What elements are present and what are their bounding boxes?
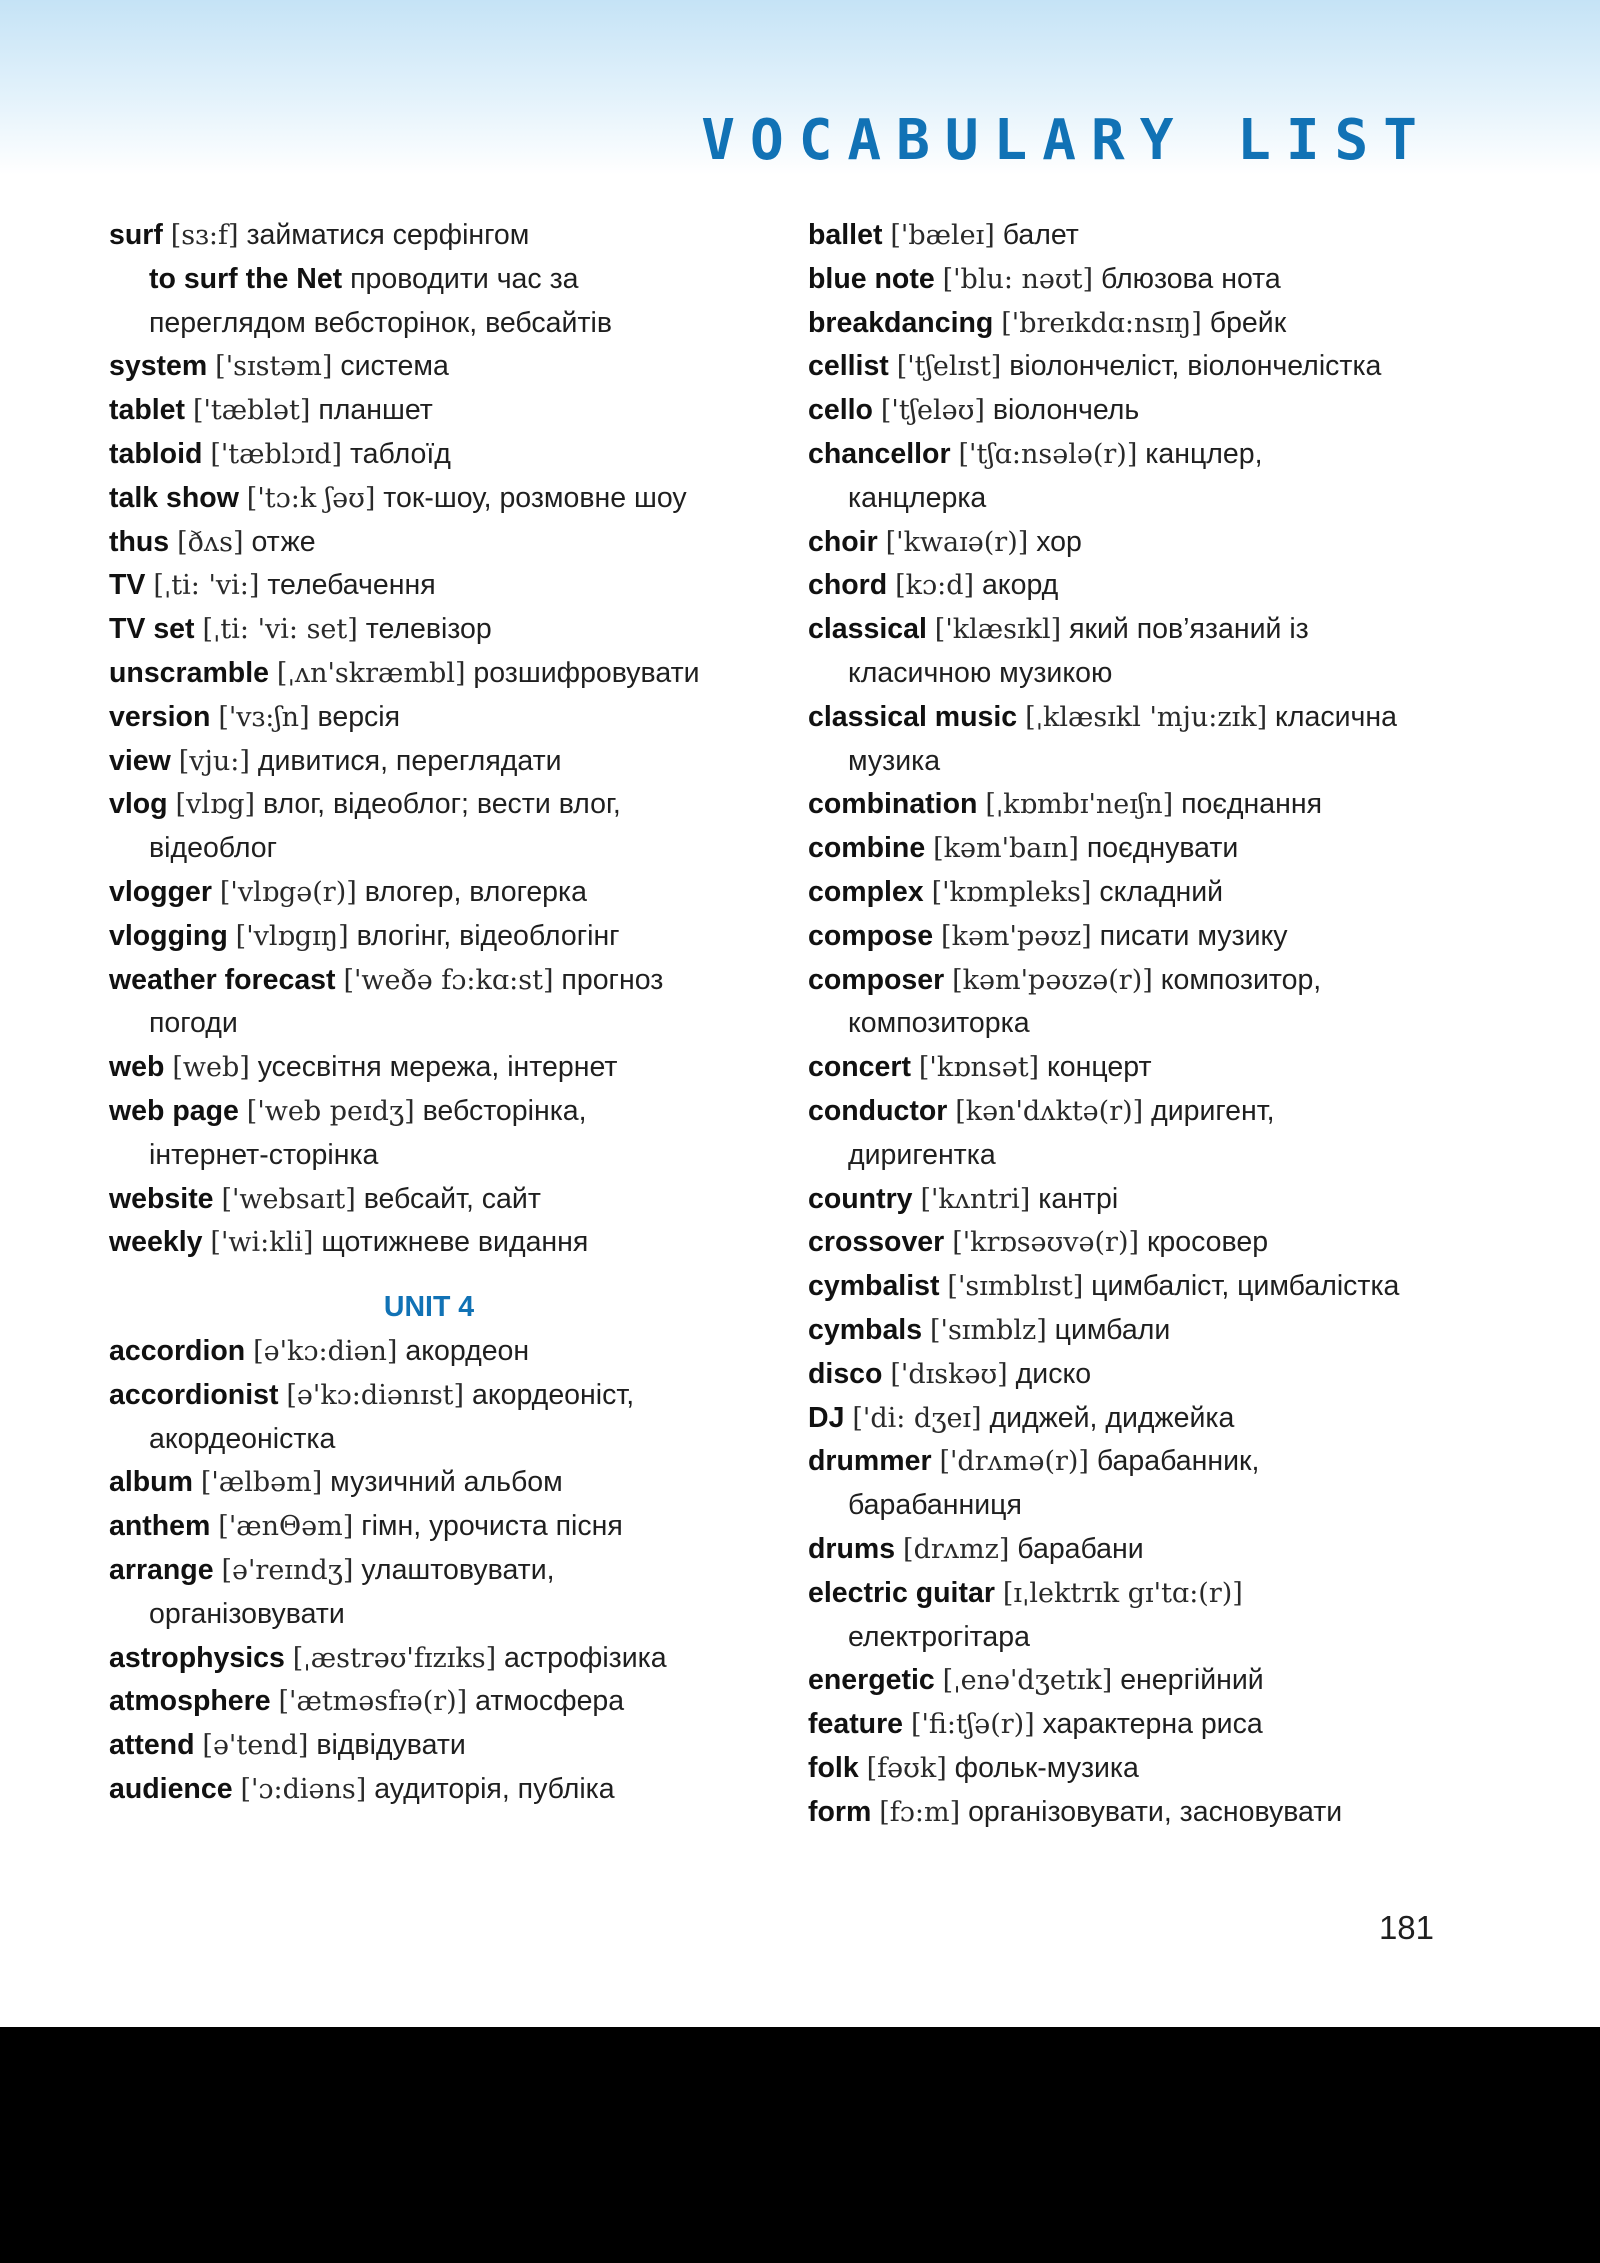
entry-translation: поєднання [1181,788,1323,821]
entry-translation: писати музику [1099,919,1288,952]
entry-translation: композитор, [1160,963,1322,996]
entry-translation: ток-шоу, розмовне шоу [383,481,687,514]
entry-transcription: ['web peɪdʒ] [246,1095,415,1127]
entry-translation: диригентка [848,1138,996,1171]
entry-transcription: ['ænΘəm] [218,1511,354,1543]
entry-transcription: [ə'kɔ:diən] [253,1335,398,1367]
vocab-entry [808,1703,1448,1747]
entry-transcription: ['kɒnsət] [918,1052,1040,1084]
entry-transcription: ['ælbəm] [200,1467,323,1499]
entry-transcription: ['tʃeləʊ] [880,395,985,427]
entry-continuation [109,1593,749,1637]
entry-transcription: ['blu: nəʊt] [942,263,1094,295]
page-number: 181 [1378,1909,1434,1946]
entry-continuation [808,740,1448,784]
vocab-entry [109,345,749,389]
vocab-entry [808,258,1448,302]
entry-headword: cymbalist [808,1270,940,1303]
entry-translation: займатися серфінгом [246,219,530,251]
entry-translation: музичний альбом [330,1466,563,1499]
vocab-entry [109,214,749,258]
vocab-entry [808,1265,1448,1309]
entry-headword: tabloid [109,437,203,470]
entry-transcription: [ˌklæsɪkl 'mju:zɪk] [1025,701,1268,733]
entry-transcription: [web] [172,1052,250,1084]
entry-headword: cymbals [808,1313,923,1346]
vocab-entry [808,1221,1448,1265]
vocab-entry [109,740,749,784]
entry-headword: album [109,1466,193,1499]
entry-continuation [109,258,749,302]
entry-translation: поєднувати [1086,832,1239,865]
entry-headword: web [109,1051,165,1084]
entry-continuation [109,1134,749,1178]
entry-headword: breakdancing [808,306,994,339]
entry-transcription: [sɜ:f] [170,220,239,251]
entry-headword: TV [109,569,146,602]
entry-translation: отже [251,525,316,558]
entry-continuation [109,1418,749,1462]
vocab-entry [808,433,1448,477]
entry-continuation [109,302,749,346]
entry-headword: cellist [808,350,889,383]
vocab-entry [109,1330,749,1374]
entry-headword: website [109,1182,214,1215]
entry-headword: combine [808,832,926,865]
vocab-entry [808,564,1448,608]
entry-translation: усесвітня мережа, інтернет [257,1051,618,1084]
entry-transcription: ['websaɪt] [221,1183,356,1215]
entry-headword: conductor [808,1094,948,1127]
entry-translation: який пов’язаний із [1069,613,1309,646]
entry-translation: складний [1099,875,1224,908]
entry-translation: влогер, влогерка [364,875,587,908]
entry-transcription: ['ɔ:diəns] [240,1773,367,1805]
entry-transcription: ['fi:tʃə(r)] [910,1709,1035,1741]
entry-transcription: [fəʊk] [866,1752,947,1784]
entry-transcription: ['wi:kli] [210,1227,314,1259]
entry-transcription: [ˌti: 'vi:] [153,570,260,602]
vocab-entry [109,915,749,959]
entry-translation: канцлер, [1145,437,1263,470]
entry-headword: folk [808,1751,859,1784]
entry-transcription: [ə'kɔ:diənɪst] [286,1379,465,1411]
vocab-entry [109,1374,749,1418]
entry-transcription: ['dɪskəʊ] [890,1358,1008,1390]
vocab-entry [109,1505,749,1549]
entry-headword: weekly [109,1226,203,1259]
entry-continuation [808,652,1448,696]
entry-translation: прогноз [561,963,664,996]
entry-headword: audience [109,1772,233,1805]
vocab-entry [109,1221,749,1265]
entry-headword: blue note [808,262,935,295]
entry-headword: ballet [808,219,883,251]
entry-translation: цимбаліст, цимбалістка [1091,1270,1400,1303]
entry-translation: диджей, диджейка [989,1401,1235,1434]
vocab-entry [109,433,749,477]
vocab-entry [808,959,1448,1003]
entry-translation: барабанник, [1096,1445,1260,1478]
entry-transcription: ['di: dʒeɪ] [852,1402,982,1434]
entry-transcription: [fɔ:m] [879,1796,961,1828]
entry-continuation [808,1134,1448,1178]
entry-headword: to surf the Net [149,262,343,295]
entry-transcription: ['drʌmə(r)] [939,1446,1089,1478]
entry-headword: combination [808,788,978,821]
vocab-entry [109,652,749,696]
entry-continuation [808,1002,1448,1046]
vocab-entry [109,1178,749,1222]
entry-transcription: ['tʃɑ:nsələ(r)] [958,438,1138,470]
vocab-entry [109,1090,749,1134]
entry-transcription: ['bæleɪ] [890,220,995,251]
vocab-entry [109,564,749,608]
entry-headword: arrange [109,1553,214,1586]
entry-translation: диригент, [1151,1094,1275,1127]
entry-transcription: [kəm'pəʊz] [941,920,1092,952]
entry-transcription: ['tɔ:k ʃəʊ] [246,482,376,514]
entry-translation: телебачення [267,569,436,602]
entry-headword: chord [808,569,888,602]
entry-translation: організовувати, засновувати [968,1795,1343,1828]
entry-headword: choir [808,525,878,558]
entry-translation: цимбали [1054,1313,1171,1346]
entry-transcription: ['krɒsəʊvə(r)] [952,1227,1140,1259]
entry-headword: TV set [109,613,195,646]
entry-transcription: [ɪˌlektrɪk gɪ'tɑ:(r)] [1002,1577,1243,1609]
entry-translation: влог, відеоблог; вести влог, [262,788,621,821]
entry-transcription: [ˌæstrəʊ'fɪzɪks] [292,1642,497,1674]
entry-headword: accordionist [109,1378,279,1411]
entry-headword: tablet [109,394,186,427]
entry-transcription: ['tæblɔɪd] [210,438,343,470]
entry-transcription: [kəm'baɪn] [933,833,1079,865]
entry-headword: vlogger [109,875,212,908]
entry-headword: classical [808,613,927,646]
entry-translation: система [340,350,449,383]
entry-translation: кросовер [1146,1226,1269,1259]
entry-translation: планшет [318,394,433,427]
entry-headword: DJ [808,1401,845,1434]
entry-headword: concert [808,1051,911,1084]
entry-translation: блюзова нота [1100,262,1281,295]
entry-transcription: ['vɜ:ʃn] [218,701,310,733]
entry-translation: фольк-музика [954,1751,1139,1784]
entry-transcription: ['klæsɪkl] [934,614,1062,646]
entry-transcription: [ˌenə'dʒetɪk] [942,1665,1113,1697]
vocab-entry [808,1309,1448,1353]
vocab-entry [109,477,749,521]
entry-translation: телевізор [365,613,492,646]
entry-headword: disco [808,1357,883,1390]
entry-transcription: [vju:] [178,745,250,777]
vocab-entry [808,1791,1448,1835]
entry-translation: віолончель [992,394,1140,427]
vocab-entry [808,521,1448,565]
entry-translation: проводити час за [350,262,579,295]
entry-translation: концерт [1047,1051,1152,1084]
entry-continuation [109,827,749,871]
entry-translation: канцлерка [848,481,987,514]
vocab-entry [109,696,749,740]
entry-transcription: ['vlɒgɪŋ] [235,920,349,952]
vocab-entry [109,1637,749,1681]
vocab-entry [109,1768,749,1812]
vocab-entry [808,302,1448,346]
entry-headword: chancellor [808,437,951,470]
entry-headword: system [109,350,208,383]
right-entry-list [808,214,1448,1834]
entry-translation: класична [1275,700,1397,733]
vocab-entry [808,871,1448,915]
entry-headword: thus [109,525,170,558]
vocab-entry [109,1724,749,1768]
entry-translation: барабани [1017,1532,1144,1565]
vocab-entry [808,783,1448,827]
entry-transcription: ['tæblət] [192,395,311,427]
vocab-entry [808,1397,1448,1441]
page-title: VOCABULARY LIST [701,108,1432,173]
entry-headword: web page [109,1094,239,1127]
entry-translation: відвідувати [316,1729,466,1762]
entry-headword: energetic [808,1664,935,1697]
vocab-entry [109,521,749,565]
vocab-entry [808,696,1448,740]
entry-translation: акордеон [405,1334,530,1367]
entry-transcription: [ˌti: 'vi: set] [202,614,358,646]
entry-transcription: [drʌmz] [903,1533,1010,1565]
vocab-entry [808,1659,1448,1703]
vocab-entry [109,1461,749,1505]
entry-translation: розшифровувати [473,656,700,689]
vocab-entry [109,959,749,1003]
entry-translation: диско [1015,1357,1092,1390]
vocab-entry [808,608,1448,652]
entry-transcription: ['tʃelɪst] [896,351,1002,383]
entry-headword: compose [808,919,934,952]
vocab-entry [109,389,749,433]
page-header [0,0,1600,175]
vocab-entry [808,214,1448,258]
entry-translation: віолончеліст, віолончелістка [1009,350,1382,383]
entry-headword: attend [109,1729,195,1762]
entry-headword: vlogging [109,919,228,952]
vocab-entry [109,783,749,827]
vocab-entry [808,1178,1448,1222]
entry-headword: drummer [808,1445,932,1478]
entry-translation: гімн, урочиста пісня [361,1510,623,1543]
entry-headword: accordion [109,1334,246,1367]
entry-transcription: [kəm'pəʊzə(r)] [952,964,1153,996]
entry-transcription: [kən'dʌktə(r)] [955,1095,1144,1127]
entry-translation: відеоблог [149,832,278,865]
vocab-entry [808,1572,1448,1616]
entry-headword: view [109,744,171,777]
entry-transcription: [vlɒg] [175,789,256,821]
entry-translation: енергійний [1120,1664,1264,1697]
vocab-entry [808,1440,1448,1484]
vocab-entry [808,389,1448,433]
vocab-entry [109,1680,749,1724]
entry-headword: drums [808,1532,896,1565]
left-column [109,214,749,1812]
entry-headword: anthem [109,1510,211,1543]
vocab-entry [109,1549,749,1593]
entry-translation: улаштовувати, [361,1553,555,1586]
entry-translation: організовувати [149,1597,345,1630]
entry-headword: country [808,1182,913,1215]
entry-headword: weather forecast [109,963,336,996]
entry-transcription: ['weðə fɔ:kɑ:st] [343,964,554,996]
entry-transcription: ['sɪstəm] [215,351,333,383]
entry-headword: complex [808,875,924,908]
entry-transcription: ['sɪmblɪst] [947,1271,1084,1303]
entry-transcription: ['sɪmblz] [930,1314,1047,1346]
entry-headword: talk show [109,481,239,514]
entry-translation: вебсайт, сайт [363,1182,541,1215]
entry-translation: влогінг, відеоблогінг [356,919,620,952]
entry-headword: version [109,700,211,733]
entry-headword: vlog [109,788,168,821]
vocab-entry [808,1747,1448,1791]
entry-transcription: [ə'reɪndʒ] [221,1554,354,1586]
entry-headword: classical music [808,700,1018,733]
entry-transcription: [kɔ:d] [895,570,975,602]
entry-translation: вебсторінка, [422,1094,587,1127]
entry-transcription: [ə'tend] [202,1730,309,1762]
entry-transcription: ['ætməsfɪə(r)] [278,1686,468,1718]
vocab-entry [109,1046,749,1090]
entry-translation: характерна риса [1042,1708,1263,1741]
entry-headword: astrophysics [109,1641,285,1674]
entry-transcription: [ðʌs] [177,526,244,558]
entry-translation: переглядом вебсторінок, вебсайтів [149,306,612,339]
entry-translation: аудиторія, публіка [374,1772,615,1805]
vocab-entry [808,827,1448,871]
entry-headword: composer [808,963,945,996]
entry-translation: музика [848,744,941,777]
entry-translation: класичною музикою [848,656,1113,689]
entry-continuation [808,1616,1448,1660]
entry-headword: crossover [808,1226,945,1259]
entry-headword: electric guitar [808,1576,995,1609]
entry-translation: дивитися, переглядати [257,744,562,777]
entry-headword: feature [808,1708,904,1741]
entry-transcription: ['breɪkdɑ:nsɪŋ] [1001,307,1202,339]
entry-transcription: [ˌʌn'skræmbl] [276,657,466,689]
entry-headword: atmosphere [109,1685,271,1718]
entry-translation: щотижневе видання [321,1226,589,1259]
vocab-entry [808,1046,1448,1090]
vocab-entry [109,871,749,915]
entry-translation: брейк [1209,306,1287,339]
entry-translation: інтернет-сторінка [149,1138,379,1171]
entry-translation: погоди [149,1007,238,1040]
entry-translation: електрогітара [848,1620,1030,1653]
vocab-entry [808,1090,1448,1134]
entry-translation: астрофізика [504,1641,667,1674]
entry-translation: версія [317,700,401,733]
entry-transcription: ['kwaɪə(r)] [885,526,1029,558]
entry-translation: атмосфера [475,1685,625,1718]
unit-heading: UNIT 4 [383,1291,475,1324]
entry-translation: композиторка [848,1007,1030,1040]
entry-headword: surf [109,219,163,251]
entry-translation: акорд [981,569,1059,602]
entry-headword: unscramble [109,656,269,689]
vocab-entry [808,1528,1448,1572]
entry-continuation [808,477,1448,521]
entry-continuation [808,1484,1448,1528]
entry-headword: form [808,1795,872,1828]
entry-translation: акордеоністка [149,1422,336,1455]
entry-transcription: [ˌkɒmbɪ'neɪʃn] [985,789,1174,821]
entry-translation: таблоїд [349,437,451,470]
entry-transcription: ['kʌntri] [920,1183,1031,1215]
entry-transcription: ['kɒmpleks] [931,876,1092,908]
vocab-entry [808,1353,1448,1397]
right-column [808,214,1448,1834]
entry-transcription: ['vlɒgə(r)] [219,876,357,908]
entry-translation: балет [1002,219,1079,251]
vocab-entry [808,345,1448,389]
entry-translation: барабанниця [848,1489,1022,1522]
unit-entry-list [109,1330,749,1812]
entry-translation: акордеоніст, [472,1378,635,1411]
entry-translation: кантрі [1038,1182,1119,1215]
vocab-entry [109,608,749,652]
entry-headword: cello [808,394,873,427]
entry-continuation [109,1002,749,1046]
vocab-entry [808,915,1448,959]
left-entry-list [109,214,749,1265]
entry-translation: хор [1036,525,1082,558]
